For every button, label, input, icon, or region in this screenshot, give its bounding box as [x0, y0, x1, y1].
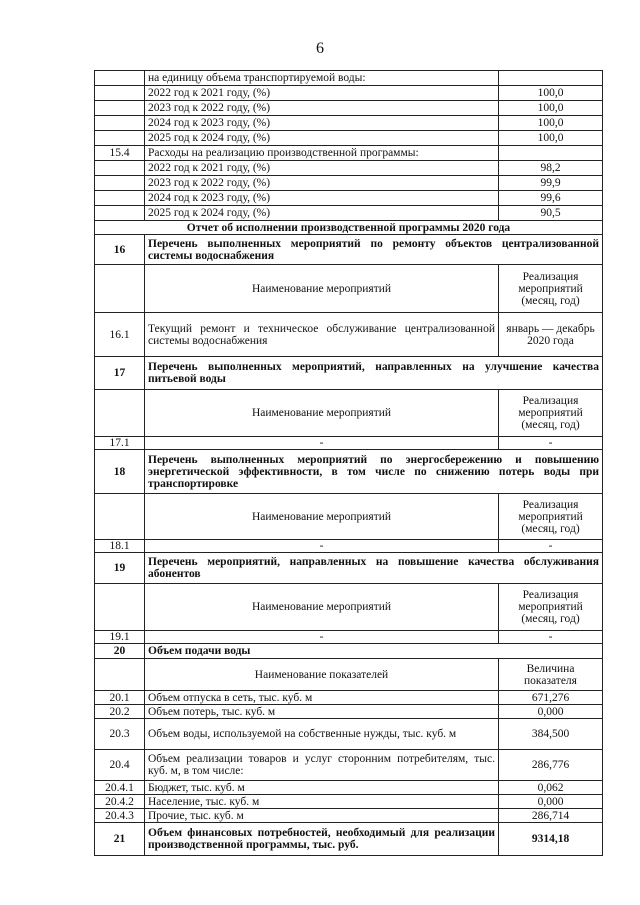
table-row	[95, 146, 603, 161]
row-value: 286,714	[499, 809, 603, 823]
empty-cell	[95, 390, 145, 437]
table-row	[95, 540, 603, 553]
column-header-name: Наименование мероприятий	[145, 390, 499, 437]
section-17-column-header	[95, 390, 603, 437]
row-value: 90,5	[499, 206, 603, 221]
section-title: Перечень выполненных мероприятий по энергосбережению и повышению энергетической эффективности, в том числе по снижению потерь воды при транспортировке	[145, 450, 603, 494]
row-value: 671,276	[499, 691, 603, 705]
row-text: Прочие, тыс. куб. м	[145, 809, 499, 823]
section-number: 17	[95, 357, 145, 390]
row-value: 384,500	[499, 719, 603, 750]
column-header-period: Реализация мероприятий (месяц, год)	[499, 265, 603, 313]
row-text: 2024 год к 2023 году, (%)	[145, 116, 499, 131]
section-20-column-header	[95, 659, 603, 691]
row-number: 19.1	[95, 631, 145, 644]
row-number	[95, 71, 145, 86]
row-number: 20.4.3	[95, 809, 145, 823]
table-row	[95, 101, 603, 116]
row-number: 18.1	[95, 540, 145, 553]
row-number	[95, 131, 145, 146]
table-row	[95, 719, 603, 750]
row-text: Расходы на реализацию производственной программы:	[145, 146, 499, 161]
section-18-column-header	[95, 494, 603, 540]
report-heading: Отчет об исполнении производственной программы 2020 года	[95, 221, 603, 235]
table-row	[95, 705, 603, 719]
row-text: Объем реализации товаров и услуг сторонним потребителям, тыс. куб. м, в том числе:	[145, 750, 499, 781]
row-text: Объем потерь, тыс. куб. м	[145, 705, 499, 719]
row-text: на единицу объема транспортируемой воды:	[145, 71, 499, 86]
table-row	[95, 313, 603, 357]
row-text: 2025 год к 2024 году, (%)	[145, 206, 499, 221]
row-text: 2025 год к 2024 году, (%)	[145, 131, 499, 146]
row-value: 100,0	[499, 116, 603, 131]
row-text: -	[145, 631, 499, 644]
row-text: Текущий ремонт и техническое обслуживание централизованной системы водоснабжения	[145, 313, 499, 357]
row-value: 100,0	[499, 86, 603, 101]
column-header-name: Наименование мероприятий	[145, 265, 499, 313]
row-value: январь — декабрь 2020 года	[499, 313, 603, 357]
table-row	[95, 631, 603, 644]
row-number	[95, 206, 145, 221]
column-header-period: Реализация мероприятий (месяц, год)	[499, 390, 603, 437]
table-row	[95, 750, 603, 781]
column-header-period: Реализация мероприятий (месяц, год)	[499, 584, 603, 631]
column-header-name: Наименование мероприятий	[145, 584, 499, 631]
section-number: 19	[95, 553, 145, 584]
row-text: 2022 год к 2021 году, (%)	[145, 161, 499, 176]
page-number: 6	[316, 40, 324, 57]
table-row	[95, 809, 603, 823]
table-row	[95, 161, 603, 176]
row-text: Объем воды, используемой на собственные нужды, тыс. куб. м	[145, 719, 499, 750]
section-title: Перечень выполненных мероприятий по ремонту объектов централизованной системы водоснабжения	[145, 235, 603, 265]
table-row	[95, 86, 603, 101]
production-program-table	[94, 70, 603, 856]
row-text: 2024 год к 2023 году, (%)	[145, 191, 499, 206]
table-row	[95, 131, 603, 146]
table-row	[95, 795, 603, 809]
column-header-name: Наименование мероприятий	[145, 494, 499, 540]
row-value: 286,776	[499, 750, 603, 781]
row-value: 99,9	[499, 176, 603, 191]
table-row	[95, 781, 603, 795]
row-text: Бюджет, тыс. куб. м	[145, 781, 499, 795]
section-number: 18	[95, 450, 145, 494]
row-text: 2023 год к 2022 году, (%)	[145, 176, 499, 191]
row-number	[95, 116, 145, 131]
row-value: -	[499, 437, 603, 450]
section-number: 16	[95, 235, 145, 265]
row-number: 15.4	[95, 146, 145, 161]
row-number: 20.1	[95, 691, 145, 705]
row-value: -	[499, 631, 603, 644]
row-number	[95, 161, 145, 176]
section-21-row	[95, 823, 603, 856]
table-row	[95, 176, 603, 191]
row-number: 20.4.2	[95, 795, 145, 809]
section-19-column-header	[95, 584, 603, 631]
row-value	[499, 146, 603, 161]
row-value: 99,6	[499, 191, 603, 206]
section-17-header	[95, 357, 603, 390]
section-19-header	[95, 553, 603, 584]
row-number	[95, 176, 145, 191]
row-number: 16.1	[95, 313, 145, 357]
table-row	[95, 191, 603, 206]
row-text: Население, тыс. куб. м	[145, 795, 499, 809]
empty-cell	[95, 265, 145, 313]
row-value: 98,2	[499, 161, 603, 176]
row-text: 2022 год к 2021 году, (%)	[145, 86, 499, 101]
row-value: 0,000	[499, 795, 603, 809]
empty-cell	[95, 659, 145, 691]
section-16-column-header	[95, 265, 603, 313]
section-title: Объем подачи воды	[145, 644, 603, 659]
row-text: Объем отпуска в сеть, тыс. куб. м	[145, 691, 499, 705]
section-title: Перечень мероприятий, направленных на повышение качества обслуживания абонентов	[145, 553, 603, 584]
row-value: 0,062	[499, 781, 603, 795]
section-title: Перечень выполненных мероприятий, направленных на улучшение качества питьевой воды	[145, 357, 603, 390]
row-number	[95, 191, 145, 206]
table-row	[95, 437, 603, 450]
row-text: 2023 год к 2022 году, (%)	[145, 101, 499, 116]
row-text: -	[145, 540, 499, 553]
row-number	[95, 86, 145, 101]
column-header-name: Наименование показателей	[145, 659, 499, 691]
row-value: 0,000	[499, 705, 603, 719]
row-value: 100,0	[499, 131, 603, 146]
section-16-header	[95, 235, 603, 265]
table-row	[95, 116, 603, 131]
section-number: 20	[95, 644, 145, 659]
row-number	[95, 101, 145, 116]
row-value: 100,0	[499, 101, 603, 116]
section-20-header	[95, 644, 603, 659]
row-value: -	[499, 540, 603, 553]
section-title: Объем финансовых потребностей, необходимый для реализации производственной программы, тыс. руб.	[145, 823, 499, 856]
table-row	[95, 71, 603, 86]
column-header-period: Реализация мероприятий (месяц, год)	[499, 494, 603, 540]
section-18-header	[95, 450, 603, 494]
empty-cell	[95, 584, 145, 631]
column-header-value: Величина показателя	[499, 659, 603, 691]
section-heading-row	[95, 221, 603, 235]
row-number: 17.1	[95, 437, 145, 450]
row-number: 20.4.1	[95, 781, 145, 795]
table-row	[95, 206, 603, 221]
empty-cell	[95, 494, 145, 540]
row-number: 20.4	[95, 750, 145, 781]
row-number: 20.2	[95, 705, 145, 719]
row-value: 9314,18	[499, 823, 603, 856]
section-number: 21	[95, 823, 145, 856]
row-value	[499, 71, 603, 86]
table-row	[95, 691, 603, 705]
row-number: 20.3	[95, 719, 145, 750]
row-text: -	[145, 437, 499, 450]
